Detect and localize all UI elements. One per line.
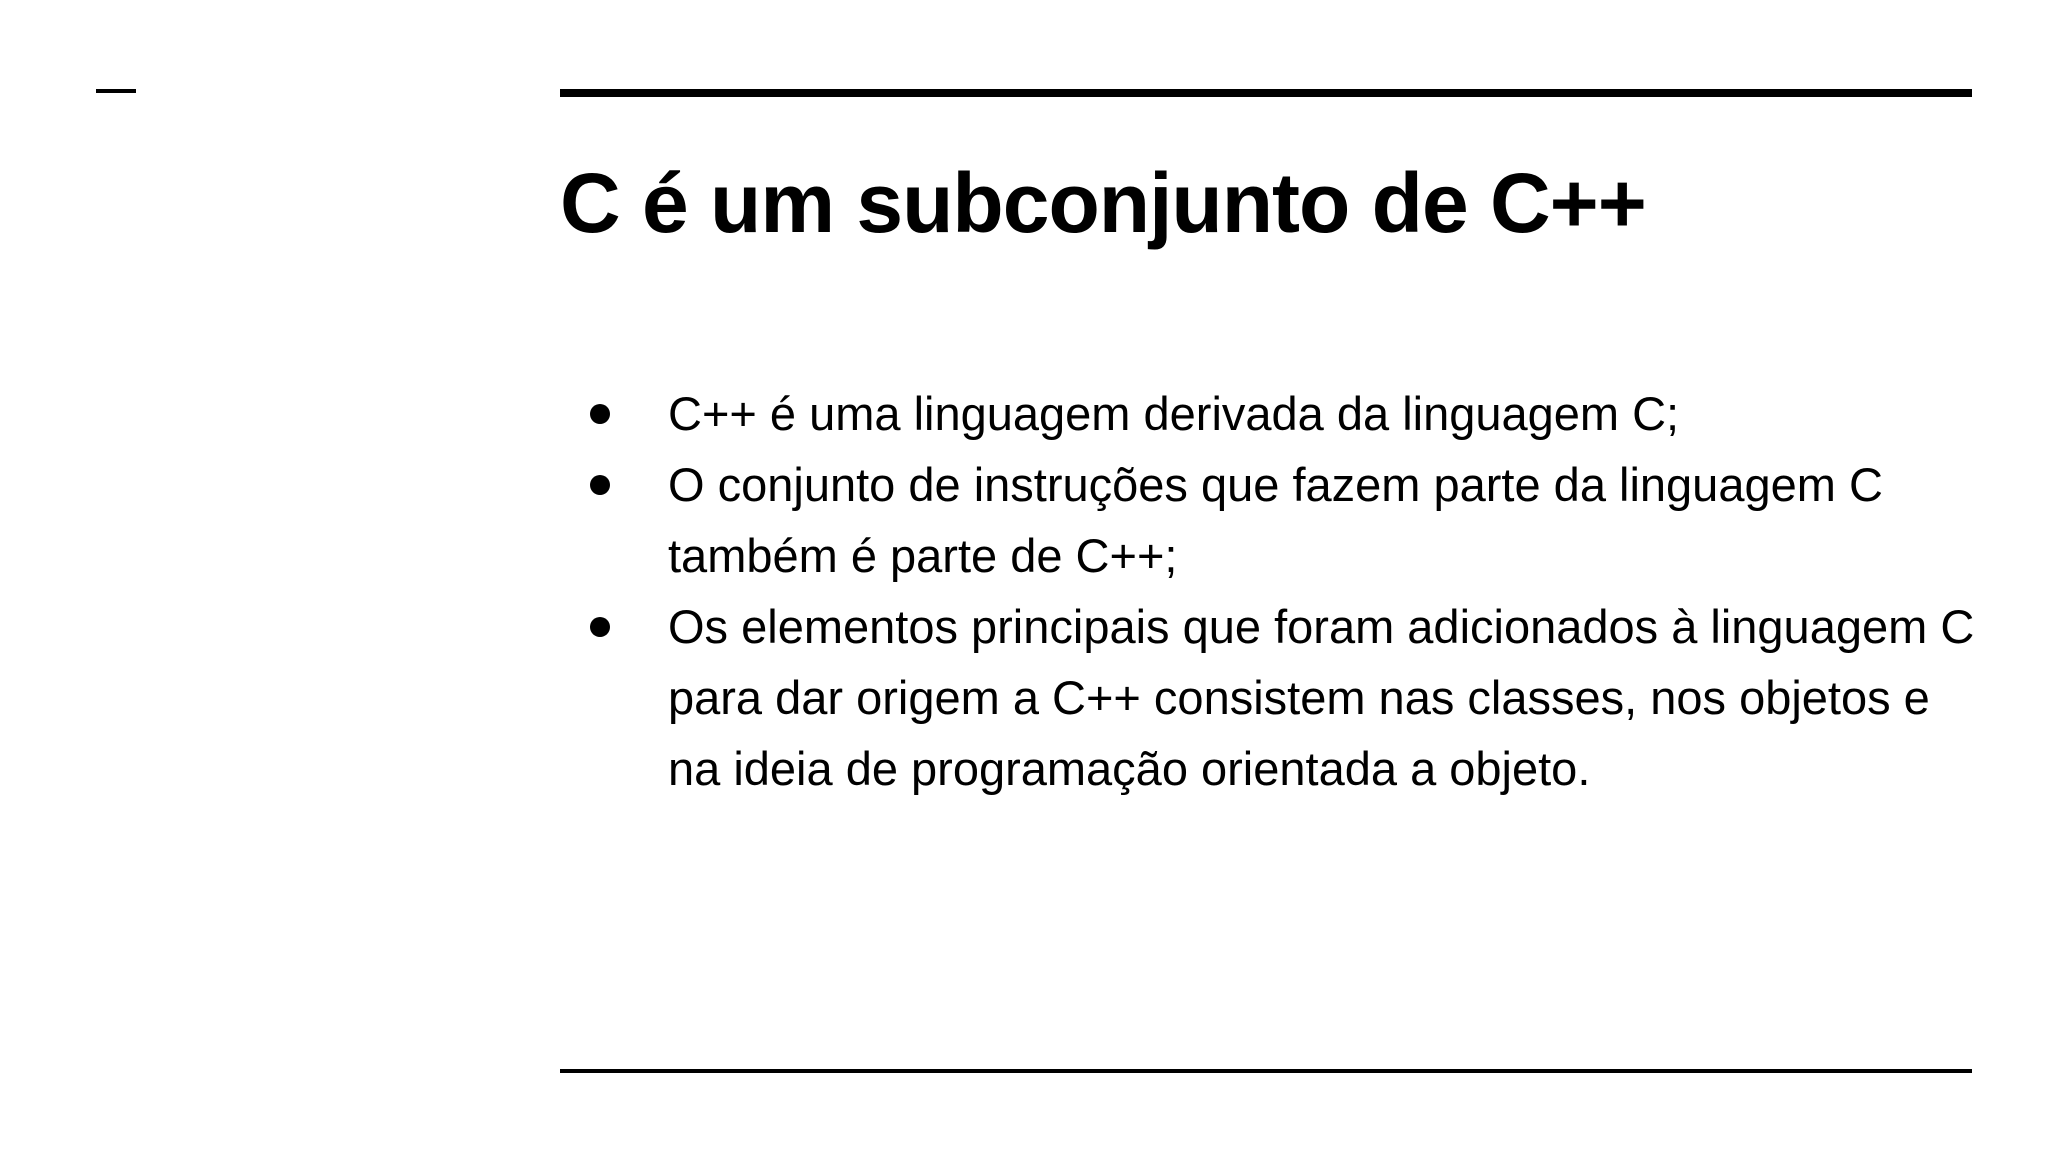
bullet-list bbox=[580, 378, 1980, 804]
bullet-item bbox=[580, 449, 1980, 591]
bullet-dot-icon bbox=[590, 475, 610, 495]
bullet-dot-icon bbox=[590, 617, 610, 637]
bullet-item bbox=[580, 591, 1980, 804]
bottom-rule bbox=[560, 1069, 1972, 1073]
bullet-dot-icon bbox=[590, 404, 610, 424]
slide-title: C é um subconjunto de C++ bbox=[560, 156, 1646, 250]
bullet-item bbox=[580, 378, 1980, 449]
bullet-text: O conjunto de instruções que fazem parte da linguagem C também é parte de C++; bbox=[668, 458, 1883, 582]
corner-dash-decoration bbox=[96, 89, 136, 93]
top-rule bbox=[560, 89, 1972, 97]
bullet-text: Os elementos principais que foram adicionados à linguagem C para dar origem a C++ consistem nas classes, nos objetos e na ideia de programação orientada a objeto. bbox=[668, 600, 1975, 795]
bullet-text: C++ é uma linguagem derivada da linguagem C; bbox=[668, 387, 1680, 440]
